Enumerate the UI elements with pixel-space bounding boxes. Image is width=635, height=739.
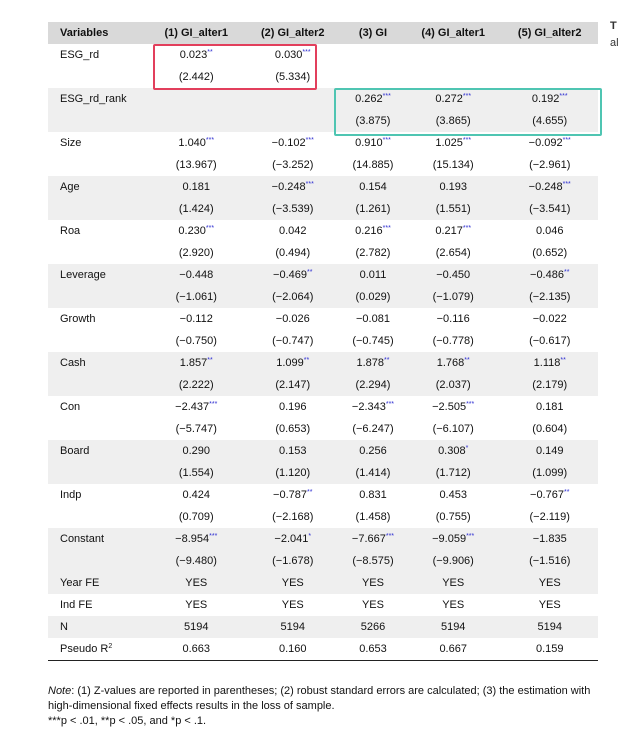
z-value-cell: (2.654) xyxy=(435,247,471,259)
z-value-cell: (−3.541) xyxy=(501,198,598,220)
coefficient-value: −1.835 xyxy=(532,533,567,545)
z-value-cell xyxy=(245,110,342,132)
coefficient-cell xyxy=(501,396,598,418)
coefficient-value: −8.954 xyxy=(175,533,210,545)
coefficient-value: 0.831 xyxy=(359,489,387,501)
footer-label-text: N xyxy=(60,621,68,633)
coefficient-cell xyxy=(501,528,598,550)
header-col-1: (1) GI_alter1 xyxy=(148,22,245,44)
coefficient-cell xyxy=(341,308,405,330)
footer-value: YES xyxy=(538,599,561,611)
z-value-cell: (1.424) xyxy=(148,198,245,220)
significance-stars: *** xyxy=(385,533,395,540)
significance-stars: *** xyxy=(382,225,391,232)
significance-stars: *** xyxy=(385,401,395,408)
z-value-cell: (−1.516) xyxy=(501,550,598,572)
footer-value: YES xyxy=(148,572,245,594)
coefficient-cell xyxy=(405,528,502,550)
coefficient-value: 0.910 xyxy=(355,137,383,149)
significance-stars: ** xyxy=(563,269,570,276)
coefficient-cell xyxy=(341,176,405,198)
significance-stars: ** xyxy=(207,357,213,364)
table-row-zvalue xyxy=(48,286,598,308)
coefficient-value: 1.768 xyxy=(436,357,465,369)
coefficient-cell xyxy=(341,220,405,242)
z-value-cell: (−2.961) xyxy=(529,159,571,171)
table-row-zvalue xyxy=(48,66,598,88)
coefficient-value: 0.192 xyxy=(531,93,560,105)
z-value-cell: (5.334) xyxy=(275,71,311,83)
coefficient-value: 0.154 xyxy=(359,181,387,193)
footer-label xyxy=(48,572,148,594)
variable-label-empty xyxy=(48,374,148,396)
z-value-cell xyxy=(405,66,502,88)
coefficient-value: −0.787 xyxy=(273,489,307,501)
footer-label-text: Pseudo R xyxy=(60,643,109,655)
significance-stars: *** xyxy=(466,401,475,408)
footer-row xyxy=(48,616,598,638)
z-value-cell: (−0.778) xyxy=(432,335,474,347)
z-value-cell: (−6.247) xyxy=(352,423,394,435)
significance-stars: *** xyxy=(562,181,571,188)
clipped-text-second: al xyxy=(610,37,619,49)
coefficient-cell xyxy=(245,528,342,550)
coefficient-cell xyxy=(245,308,342,330)
coefficient-cell xyxy=(501,220,598,242)
footer-label-text: Year FE xyxy=(60,577,100,589)
coefficient-cell xyxy=(148,440,245,462)
coefficient-cell xyxy=(148,484,245,506)
coefficient-value: −0.081 xyxy=(356,313,390,325)
coefficient-cell xyxy=(405,220,502,242)
footer-value: YES xyxy=(361,599,384,611)
footer-value: 0.160 xyxy=(245,638,342,661)
z-value-cell: (14.885) xyxy=(352,159,394,171)
footer-label xyxy=(48,594,148,616)
z-value-cell: (−0.747) xyxy=(272,335,314,347)
variable-label-empty xyxy=(48,110,148,132)
z-value-cell: (4.655) xyxy=(501,110,598,132)
coefficient-value: −0.022 xyxy=(532,313,567,325)
coefficient-value: 0.193 xyxy=(439,181,467,193)
coefficient-value: 1.857 xyxy=(179,357,208,369)
significance-stars: ** xyxy=(464,357,470,364)
table-row-zvalue xyxy=(48,198,598,220)
z-value-cell: (−2.135) xyxy=(501,286,598,308)
table-row xyxy=(48,440,598,462)
significance-stars: ** xyxy=(384,357,390,364)
table-body xyxy=(48,44,598,661)
coefficient-cell xyxy=(405,176,502,198)
significance-stars: *** xyxy=(462,225,472,232)
z-value-cell: (−0.617) xyxy=(529,335,571,347)
table-row xyxy=(48,264,598,286)
coefficient-cell xyxy=(245,132,342,154)
coefficient-cell xyxy=(405,440,502,462)
z-value-cell: (−1.079) xyxy=(405,286,502,308)
z-value-cell: (1.554) xyxy=(148,462,245,484)
header-col-4: (4) GI_alter1 xyxy=(405,22,502,44)
z-value-cell: (−6.107) xyxy=(432,423,474,435)
coefficient-value: 0.230 xyxy=(178,225,206,237)
coefficient-value: −0.448 xyxy=(179,269,214,281)
coefficient-cell xyxy=(148,132,245,154)
significance-stars: *** xyxy=(205,137,215,144)
significance-stars: *** xyxy=(209,533,218,540)
coefficient-cell xyxy=(148,176,245,198)
z-value-cell: (−5.747) xyxy=(175,423,217,435)
coefficient-cell xyxy=(245,264,342,286)
z-value-cell: (1.414) xyxy=(341,462,405,484)
table-row xyxy=(48,484,598,506)
significance-stars: *** xyxy=(466,533,475,540)
coefficient-cell xyxy=(405,484,502,506)
coefficient-value: −2.505 xyxy=(432,401,467,413)
variable-label: Roa xyxy=(60,225,81,237)
coefficient-value: 0.181 xyxy=(535,401,564,413)
coefficient-value: 0.217 xyxy=(435,225,463,237)
coefficient-value: 0.453 xyxy=(439,489,467,501)
z-value-cell: (−1.678) xyxy=(245,550,342,572)
coefficient-value: −2.041 xyxy=(274,533,309,545)
table-row xyxy=(48,176,598,198)
significance-stars: ** xyxy=(563,489,570,496)
significance-stars: *** xyxy=(382,137,391,144)
z-value-cell: (0.652) xyxy=(532,247,568,259)
footer-value: YES xyxy=(501,572,598,594)
coefficient-value: −7.667 xyxy=(351,533,386,545)
coefficient-cell xyxy=(245,484,342,506)
coefficient-value: −0.248 xyxy=(528,181,563,193)
footer-value: 5194 xyxy=(245,616,342,638)
footer-label xyxy=(48,638,148,661)
coefficient-cell xyxy=(501,44,598,66)
variable-label: Size xyxy=(60,137,82,149)
table-row xyxy=(48,352,598,374)
coefficient-value: 0.023 xyxy=(179,49,208,61)
z-value-cell: (3.875) xyxy=(341,110,405,132)
coefficient-cell xyxy=(501,352,598,374)
z-value-cell: (2.782) xyxy=(355,247,391,259)
coefficient-value: 0.216 xyxy=(355,225,383,237)
note-line-2: ***p < .01, **p < .05, and *p < .1. xyxy=(48,715,207,727)
coefficient-value: −0.112 xyxy=(179,313,213,325)
variable-label-empty xyxy=(48,506,148,528)
variable-label: Age xyxy=(48,176,148,198)
z-value-cell: (13.967) xyxy=(175,159,217,171)
z-value-cell: (0.755) xyxy=(435,511,471,523)
coefficient-cell xyxy=(405,352,502,374)
coefficient-value: 1.099 xyxy=(276,357,304,369)
footer-value: 5194 xyxy=(405,616,502,638)
coefficient-cell xyxy=(148,352,245,374)
z-value-cell: (−2.119) xyxy=(529,511,570,523)
coefficient-cell xyxy=(341,528,405,550)
table-row-zvalue xyxy=(48,462,598,484)
coefficient-cell xyxy=(501,484,598,506)
coefficient-cell xyxy=(405,396,502,418)
coefficient-cell xyxy=(148,264,245,286)
significance-stars: *** xyxy=(305,137,314,144)
coefficient-cell xyxy=(341,484,405,506)
footer-value: 0.653 xyxy=(341,638,405,661)
coefficient-value: 0.256 xyxy=(359,445,387,457)
coefficient-value: 0.153 xyxy=(278,445,307,457)
footer-value: 5266 xyxy=(341,616,405,638)
footer-row xyxy=(48,572,598,594)
coefficient-cell xyxy=(405,308,502,330)
z-value-cell: (2.442) xyxy=(178,71,214,83)
coefficient-value: −0.026 xyxy=(275,313,310,325)
variable-label: Board xyxy=(48,440,148,462)
coefficient-cell xyxy=(245,220,342,242)
coefficient-value: 0.149 xyxy=(535,445,564,457)
z-value-cell: (0.494) xyxy=(275,247,311,259)
z-value-cell: (0.653) xyxy=(275,423,311,435)
coefficient-cell xyxy=(341,396,405,418)
coefficient-value: 0.196 xyxy=(278,401,307,413)
z-value-cell: (2.920) xyxy=(178,247,214,259)
coefficient-value: 1.040 xyxy=(178,137,206,149)
z-value-cell: (2.222) xyxy=(148,374,245,396)
coefficient-value: −0.102 xyxy=(271,137,306,149)
coefficient-cell xyxy=(148,220,245,242)
z-value-cell: (0.709) xyxy=(178,511,214,523)
footer-value: 0.667 xyxy=(405,638,502,661)
coefficient-cell xyxy=(148,88,245,110)
footer-value: YES xyxy=(185,599,208,611)
z-value-cell: (2.294) xyxy=(341,374,405,396)
significance-stars: *** xyxy=(559,93,568,100)
footer-value: YES xyxy=(281,599,304,611)
note-line-1: : (1) Z-values are reported in parentheses; (2) robust standard errors are calculated; (3) the estimation with high-dimensional fixed effects results in the loss of sample. xyxy=(48,685,591,712)
variable-label: Leverage xyxy=(48,264,148,286)
header-row xyxy=(48,22,598,44)
coefficient-value: 0.011 xyxy=(359,269,387,281)
z-value-cell xyxy=(341,66,405,88)
significance-stars: *** xyxy=(462,93,472,100)
coefficient-value: 0.181 xyxy=(182,181,211,193)
coefficient-value: −0.469 xyxy=(273,269,307,281)
coefficient-value: 0.262 xyxy=(355,93,383,105)
variable-label-empty xyxy=(48,66,148,88)
z-value-cell: (2.147) xyxy=(245,374,342,396)
coefficient-value: −0.092 xyxy=(528,137,563,149)
coefficient-value: 1.025 xyxy=(435,137,463,149)
z-value-cell: (−2.168) xyxy=(272,511,314,523)
coefficient-value: −0.116 xyxy=(436,313,470,325)
variable-label: Con xyxy=(60,401,81,413)
variable-label: Cash xyxy=(48,352,148,374)
z-value-cell: (−9.480) xyxy=(148,550,245,572)
variable-label-empty xyxy=(48,330,148,352)
footer-value: YES xyxy=(442,599,465,611)
significance-stars: *** xyxy=(209,401,218,408)
highlight-box-esg-rd-rank xyxy=(334,88,602,136)
footer-value: YES xyxy=(405,572,502,594)
table-row-zvalue xyxy=(48,374,598,396)
coefficient-value: −0.450 xyxy=(436,269,471,281)
variable-label-empty xyxy=(48,550,148,572)
variable-label: Growth xyxy=(60,313,96,325)
table-row-zvalue xyxy=(48,506,598,528)
z-value-cell: (−1.061) xyxy=(148,286,245,308)
table-row xyxy=(48,44,598,66)
z-value-cell xyxy=(148,110,245,132)
highlight-box-esg-rd xyxy=(153,44,317,90)
z-value-cell: (1.458) xyxy=(355,511,391,523)
significance-stars: ** xyxy=(307,489,313,496)
variable-label: Indp xyxy=(60,489,82,501)
coefficient-cell xyxy=(501,440,598,462)
coefficient-cell xyxy=(405,44,502,66)
variable-label: ESG_rd xyxy=(60,49,100,61)
coefficient-value: 0.030 xyxy=(274,49,303,61)
note-prefix: Note xyxy=(48,685,72,697)
variable-label-empty xyxy=(48,198,148,220)
coefficient-cell xyxy=(341,264,405,286)
coefficient-value: 0.046 xyxy=(535,225,564,237)
z-value-cell: (0.604) xyxy=(532,423,568,435)
z-value-cell: (15.134) xyxy=(432,159,474,171)
coefficient-value: 0.290 xyxy=(182,445,211,457)
z-value-cell xyxy=(501,66,598,88)
footer-label-text: Ind FE xyxy=(60,599,93,611)
coefficient-cell xyxy=(405,264,502,286)
table-row xyxy=(48,308,598,330)
variable-label-empty xyxy=(48,154,148,176)
clipped-text-top: T xyxy=(610,20,617,32)
coefficient-value: 0.272 xyxy=(435,93,463,105)
significance-stars: *** xyxy=(562,137,571,144)
significance-stars: *** xyxy=(382,93,391,100)
coefficient-cell xyxy=(245,88,342,110)
coefficient-cell xyxy=(148,528,245,550)
table-row-zvalue xyxy=(48,330,598,352)
table-row xyxy=(48,220,598,242)
variable-label: ESG_rd_rank xyxy=(48,88,148,110)
coefficient-value: 0.042 xyxy=(278,225,307,237)
table-row xyxy=(48,396,598,418)
z-value-cell: (2.037) xyxy=(405,374,502,396)
table-row xyxy=(48,528,598,550)
coefficient-cell xyxy=(341,352,405,374)
z-value-cell: (3.865) xyxy=(405,110,502,132)
z-value-cell: (−0.750) xyxy=(175,335,217,347)
coefficient-cell xyxy=(148,396,245,418)
coefficient-cell xyxy=(501,176,598,198)
coefficient-value: −0.767 xyxy=(530,489,564,501)
significance-stars: *** xyxy=(305,181,314,188)
coefficient-cell xyxy=(501,308,598,330)
z-value-cell: (0.029) xyxy=(341,286,405,308)
footer-value: 5194 xyxy=(501,616,598,638)
coefficient-cell xyxy=(245,440,342,462)
z-value-cell: (2.179) xyxy=(501,374,598,396)
z-value-cell: (−3.252) xyxy=(272,159,314,171)
footer-row xyxy=(48,638,598,661)
z-value-cell: (1.099) xyxy=(501,462,598,484)
significance-stars: * xyxy=(308,533,312,540)
z-value-cell: (−0.745) xyxy=(352,335,394,347)
header-variables: Variables xyxy=(48,22,148,44)
z-value-cell: (1.551) xyxy=(405,198,502,220)
header-col-3: (3) GI xyxy=(341,22,405,44)
footer-label xyxy=(48,616,148,638)
variable-label-empty xyxy=(48,462,148,484)
coefficient-value: −2.343 xyxy=(351,401,386,413)
table-row-zvalue xyxy=(48,418,598,440)
coefficient-cell xyxy=(341,44,405,66)
z-value-cell: (−8.575) xyxy=(341,550,405,572)
coefficient-cell xyxy=(245,396,342,418)
variable-label-empty xyxy=(48,242,148,264)
coefficient-value: −0.486 xyxy=(530,269,564,281)
variable-label-empty xyxy=(48,286,148,308)
coefficient-value: 1.878 xyxy=(356,357,385,369)
coefficient-cell xyxy=(245,176,342,198)
coefficient-value: 1.118 xyxy=(533,357,561,369)
footer-value: 0.159 xyxy=(501,638,598,661)
significance-stars: ** xyxy=(307,269,313,276)
footer-label-superscript: 2 xyxy=(108,643,113,650)
significance-stars: *** xyxy=(462,137,472,144)
footer-value: 5194 xyxy=(148,616,245,638)
table-row-zvalue xyxy=(48,154,598,176)
footer-value: YES xyxy=(245,572,342,594)
coefficient-value: 0.424 xyxy=(182,489,211,501)
z-value-cell: (−2.064) xyxy=(245,286,342,308)
coefficient-cell xyxy=(341,440,405,462)
variable-label: Constant xyxy=(48,528,148,550)
significance-stars: ** xyxy=(560,357,566,364)
footer-row xyxy=(48,594,598,616)
table-note xyxy=(48,684,608,729)
variable-label-empty xyxy=(48,418,148,440)
coefficient-value: −9.059 xyxy=(432,533,467,545)
significance-stars: ** xyxy=(207,49,213,56)
significance-stars: *** xyxy=(302,49,311,56)
coefficient-value: −2.437 xyxy=(175,401,210,413)
coefficient-value: 0.308 xyxy=(438,445,466,457)
coefficient-cell xyxy=(501,264,598,286)
header-col-2: (2) GI_alter2 xyxy=(245,22,342,44)
coefficient-cell xyxy=(245,352,342,374)
coefficient-cell xyxy=(148,308,245,330)
significance-stars: ** xyxy=(303,357,310,364)
footer-value: 0.663 xyxy=(148,638,245,661)
coefficient-value: −0.248 xyxy=(271,181,306,193)
z-value-cell: (1.261) xyxy=(341,198,405,220)
table-row-zvalue xyxy=(48,242,598,264)
z-value-cell: (−9.906) xyxy=(405,550,502,572)
table-row-zvalue xyxy=(48,550,598,572)
significance-stars: *** xyxy=(205,225,215,232)
footer-value: YES xyxy=(341,572,405,594)
header-col-5: (5) GI_alter2 xyxy=(501,22,598,44)
significance-stars: * xyxy=(465,445,469,452)
z-value-cell: (−3.539) xyxy=(245,198,342,220)
z-value-cell: (1.120) xyxy=(245,462,342,484)
z-value-cell: (1.712) xyxy=(405,462,502,484)
